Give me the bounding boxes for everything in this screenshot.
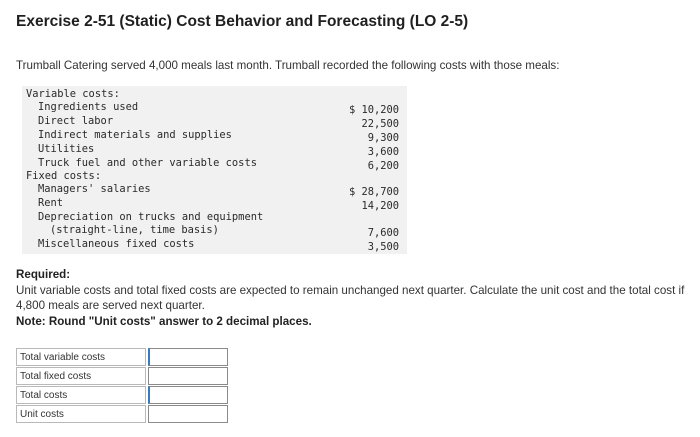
- answer-row: [16, 386, 229, 404]
- answer-label: Total costs: [16, 386, 146, 404]
- answer-row: [16, 405, 229, 423]
- cost-value: 22,500: [361, 118, 399, 130]
- exercise-title: Exercise 2-51 (Static) Cost Behavior and Forecasting (LO 2-5): [16, 13, 469, 30]
- answer-label: Unit costs: [16, 405, 146, 423]
- required-section: [16, 267, 691, 329]
- answer-table: [16, 348, 229, 426]
- cost-value: 7,600: [367, 227, 399, 239]
- required-heading: Required:: [16, 268, 71, 281]
- cost-label: Managers' salaries: [38, 183, 151, 195]
- cost-value: 14,200: [361, 200, 399, 212]
- cost-value: 6,200: [367, 160, 399, 172]
- unit-costs-input[interactable]: [148, 405, 228, 423]
- cost-label: (straight-line, time basis): [50, 224, 219, 236]
- cost-label: Depreciation on trucks and equipment: [38, 211, 264, 223]
- answer-label: Total variable costs: [16, 348, 146, 366]
- cost-data-block: [22, 86, 407, 254]
- cost-label: Indirect materials and supplies: [38, 129, 232, 141]
- total-fixed-costs-input[interactable]: [148, 367, 228, 385]
- answer-row: [16, 367, 229, 385]
- cost-value: $ 28,700: [348, 186, 399, 198]
- cost-label: Rent: [38, 197, 64, 209]
- cost-label: Miscellaneous fixed costs: [38, 238, 195, 250]
- cost-value: 9,300: [367, 132, 399, 144]
- rounding-note: Note: Round "Unit costs" answer to 2 decimal places.: [16, 314, 312, 328]
- answer-label: Total fixed costs: [16, 367, 146, 385]
- required-text: Unit variable costs and total fixed costs are expected to remain unchanged next quarter. Calculate the unit cost and the total cost if 4,800 meals are served next quarter.: [16, 283, 685, 312]
- total-variable-costs-input[interactable]: [148, 348, 228, 366]
- cost-value: 3,600: [367, 146, 399, 158]
- fixed-costs-header: Fixed costs:: [26, 170, 102, 182]
- intro-text: Trumball Catering served 4,000 meals last month. Trumball recorded the following costs with those meals:: [16, 59, 560, 72]
- cost-label: Truck fuel and other variable costs: [38, 157, 257, 169]
- cost-label: Utilities: [38, 143, 95, 155]
- cost-value: 3,500: [367, 241, 399, 253]
- cost-label: Ingredients used: [38, 101, 139, 113]
- cost-label: Direct labor: [38, 115, 114, 127]
- answer-row: [16, 348, 229, 366]
- variable-costs-header: Variable costs:: [26, 88, 120, 100]
- total-costs-input[interactable]: [148, 386, 228, 404]
- cost-value: $ 10,200: [348, 104, 399, 116]
